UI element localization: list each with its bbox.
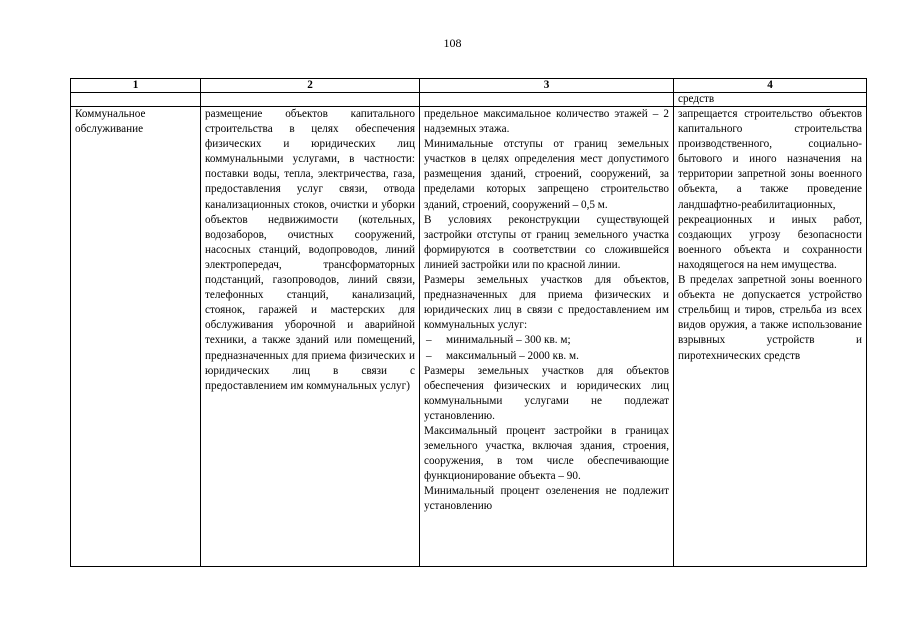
continuation-row xyxy=(71,93,867,107)
continuation-cell-4: средств xyxy=(674,93,867,107)
use-name: Коммунальное обслуживание xyxy=(75,108,146,136)
parameters-cell xyxy=(420,107,674,567)
restrictions-cell xyxy=(674,107,867,567)
max-coverage-text: Максимальный процент застройки в границах земельного участка, включая здания, строения, сооружения, в том числе обеспечивающие функционирование объекта – 90. xyxy=(424,424,669,483)
table-header-row xyxy=(71,79,867,93)
header-col-4: 4 xyxy=(674,79,867,93)
min-greening-text: Минимальный процент озеленения не подлежит установлению xyxy=(424,485,669,513)
continuation-cell-1 xyxy=(71,93,201,107)
header-col-1: 1 xyxy=(71,79,201,93)
use-description-cell xyxy=(201,107,420,567)
header-col-3: 3 xyxy=(420,79,674,93)
plot-size-list xyxy=(424,333,669,363)
restriction-text-3: В пределах запретной зоны военного объекта не допускается устройство стрельбищ и тиров, стрельба из всех видов оружия, а также использование взрывных устройств и пиротехнических средств xyxy=(678,274,862,362)
use-description: размещение объектов капитального строительства в целях обеспечения физических и юридических лиц коммунальными услугами, в частности: поставки воды, тепла, электричества, газа, предоставления услуг связи, отвода канализационных стоков, очистки и уборки объектов недвижимости (котельных, водозаборов, очистных сооружений, насосных станций, водопроводов, линий электропередач, трансформаторных подстанций, газопроводов, линий связи, телефонных станций, канализаций, стоянок, гаражей и мастерских для обслуживания уборочной и аварийной техники, а также зданий или помещений, предназначенных для приема физических и юридических лиц в связи с предоставлением им коммунальных услуг) xyxy=(205,108,415,392)
list-item: – минимальный – 300 кв. м; xyxy=(424,333,669,348)
max-floors-text: предельное максимальное количество этажей – 2 надземных этажа. xyxy=(424,108,669,136)
min-setbacks-text: Минимальные отступы от границ земельных участков в целях определения мест допустимого размещения зданий, строений, сооружений, за пределами которых запрещено строительство зданий, строений, сооружений – 0,5 м. xyxy=(424,138,669,211)
list-item: – максимальный – 2000 кв. м. xyxy=(424,349,669,364)
reconstruction-text: В условиях реконструкции существующей застройки отступы от границ земельного участка формируются в соответствии со сложившейся линией застройки или по красной линии. xyxy=(424,213,669,271)
restriction-text-1: запрещается строительство объектов капитального строительства производственного, социально-бытового и иного назначения на территории запретной зоны военного объекта, а также проведение ландшафтно-реабилитационных, xyxy=(678,108,862,211)
continuation-cell-3 xyxy=(420,93,674,107)
restriction-text-2: рекреационных и иных работ, создающих угрозу безопасности военного объекта и сохранности находящегося на нем имущества. xyxy=(678,213,862,271)
continuation-cell-2 xyxy=(201,93,420,107)
regulations-table xyxy=(70,78,867,567)
use-name-cell xyxy=(71,107,201,567)
plot-size-not-set-text: Размеры земельных участков для объектов обеспечения физических и юридических лиц коммунальными услугами не подлежат установлению. xyxy=(424,364,669,422)
table-row xyxy=(71,107,867,567)
page-number: 108 xyxy=(443,36,462,50)
header-col-2: 2 xyxy=(201,79,420,93)
plot-size-text: Размеры земельных участков для объектов, предназначенных для приема физических и юридических лиц в связи с предоставлением им коммунальных услуг: xyxy=(424,274,669,332)
